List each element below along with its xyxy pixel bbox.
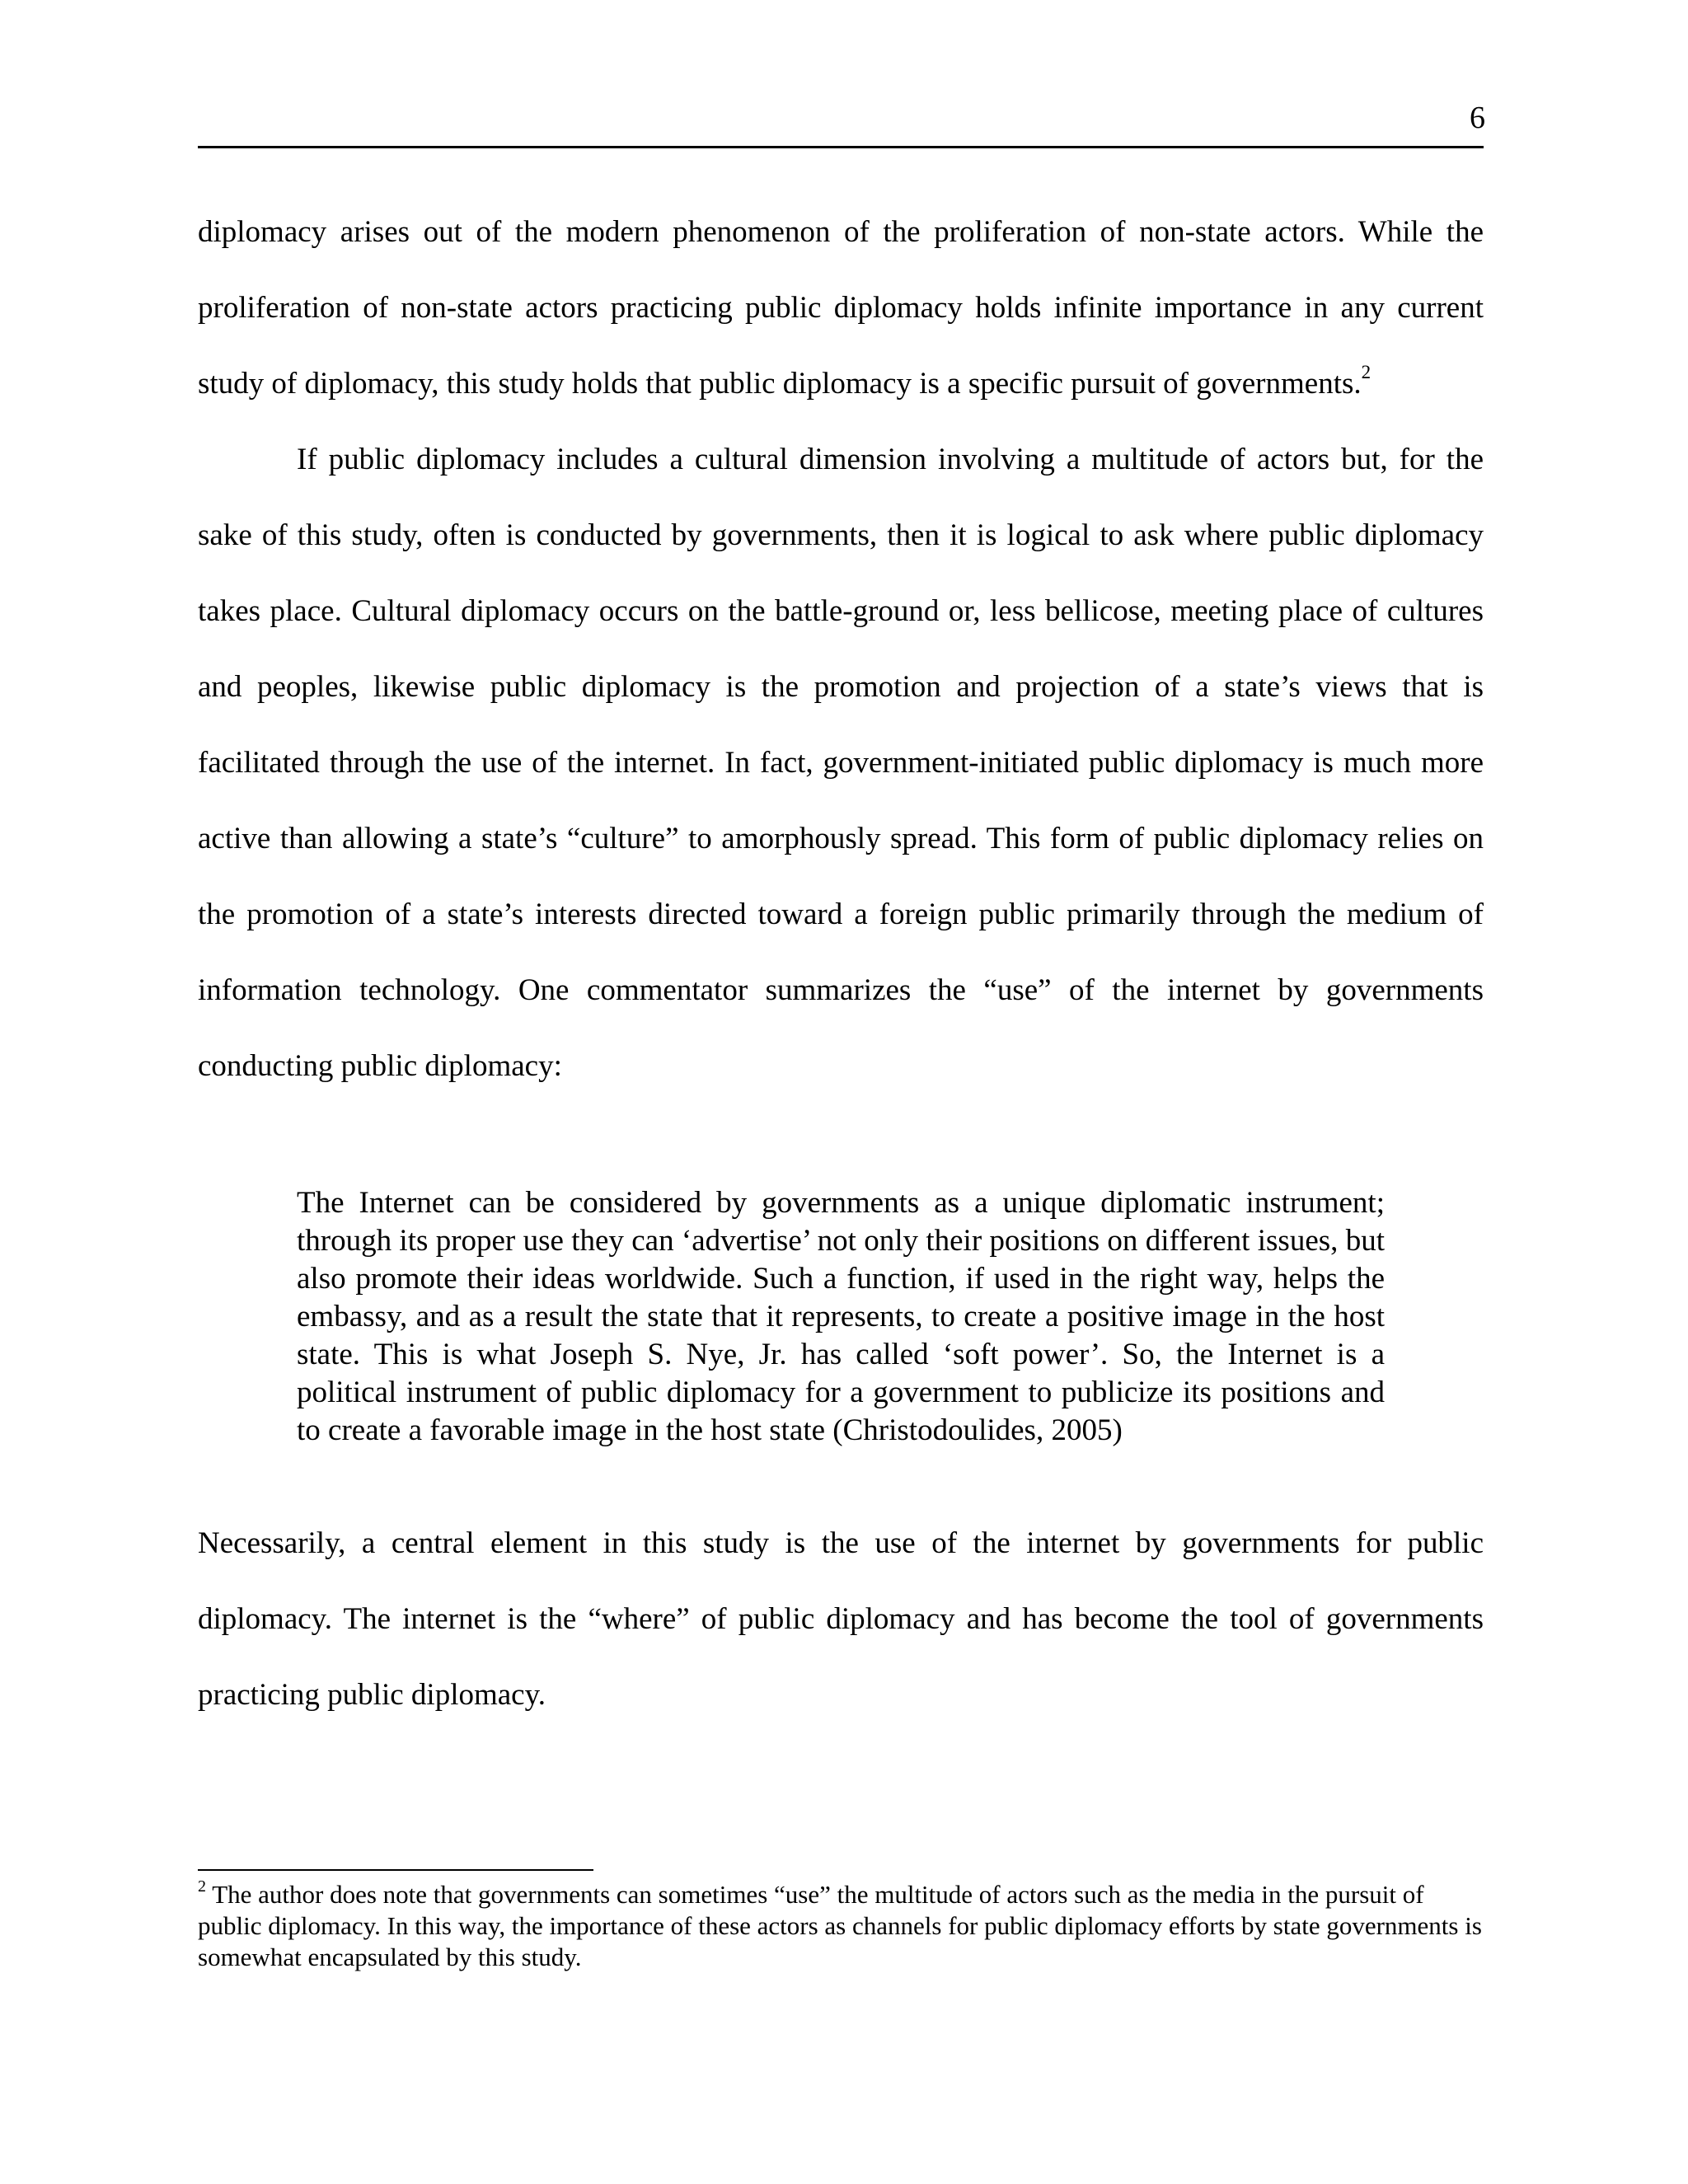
paragraph-3: Necessarily, a central element in this study is the use of the internet by governments for public diplomacy. The internet is the “where” of public diplomacy and has become the tool of governments practicing public diplomacy.: [198, 1526, 1484, 1712]
paragraph-1: [198, 194, 1484, 422]
page-number: 6: [1470, 101, 1485, 135]
footnote: [198, 1879, 1484, 1973]
paragraph-1-text: diplomacy arises out of the modern phenomenon of the proliferation of non-state actors. While the proliferation of non-state actors practicing public diplomacy holds infinite importance in any current study of diplomacy, this study holds that public diplomacy is a specific pursuit of governments.: [198, 215, 1484, 401]
footnote-marker: 2: [198, 1877, 206, 1896]
body-text-top: [198, 194, 1484, 1104]
footnote-text: The author does note that governments can sometimes “use” the multitude of actors such as the media in the pursuit of public diplomacy. In this way, the importance of these actors as channels for public diplomacy efforts by state governments is somewhat encapsulated by this study.: [198, 1880, 1482, 1971]
body-text-bottom: [198, 1506, 1484, 1733]
footnote-rule: [198, 1869, 593, 1871]
header-rule: [198, 146, 1484, 148]
block-quote: The Internet can be considered by governments as a unique diplomatic instrument; through its proper use they can ‘advertise’ not only their positions on different issues, but also promote their ideas worldwide. Such a function, if used in the right way, helps the embassy, and as a result the state that it represents, to create a positive image in the host state. This is what Joseph S. Nye, Jr. has called ‘soft power’. So, the Internet is a political instrument of public diplomacy for a government to publicize its positions and to create a favorable image in the host state (Christodoulides, 2005): [297, 1186, 1385, 1447]
footnote-reference[interactable]: 2: [1361, 362, 1372, 382]
paragraph-2: If public diplomacy includes a cultural dimension involving a multitude of actors but, for the sake of this study, often is conducted by governments, then it is logical to ask where public diplomacy takes place. Cultural diplomacy occurs on the battle-ground or, less bellicose, meeting place of cultures and peoples, likewise public diplomacy is the promotion and projection of a state’s views that is facilitated through the use of the internet. In fact, government-initiated public diplomacy is much more active than allowing a state’s “culture” to amorphously spread. This form of public diplomacy relies on the promotion of a state’s interests directed toward a foreign public primarily through the medium of information technology. One commentator summarizes the “use” of the internet by governments conducting public diplomacy:: [198, 443, 1484, 1083]
